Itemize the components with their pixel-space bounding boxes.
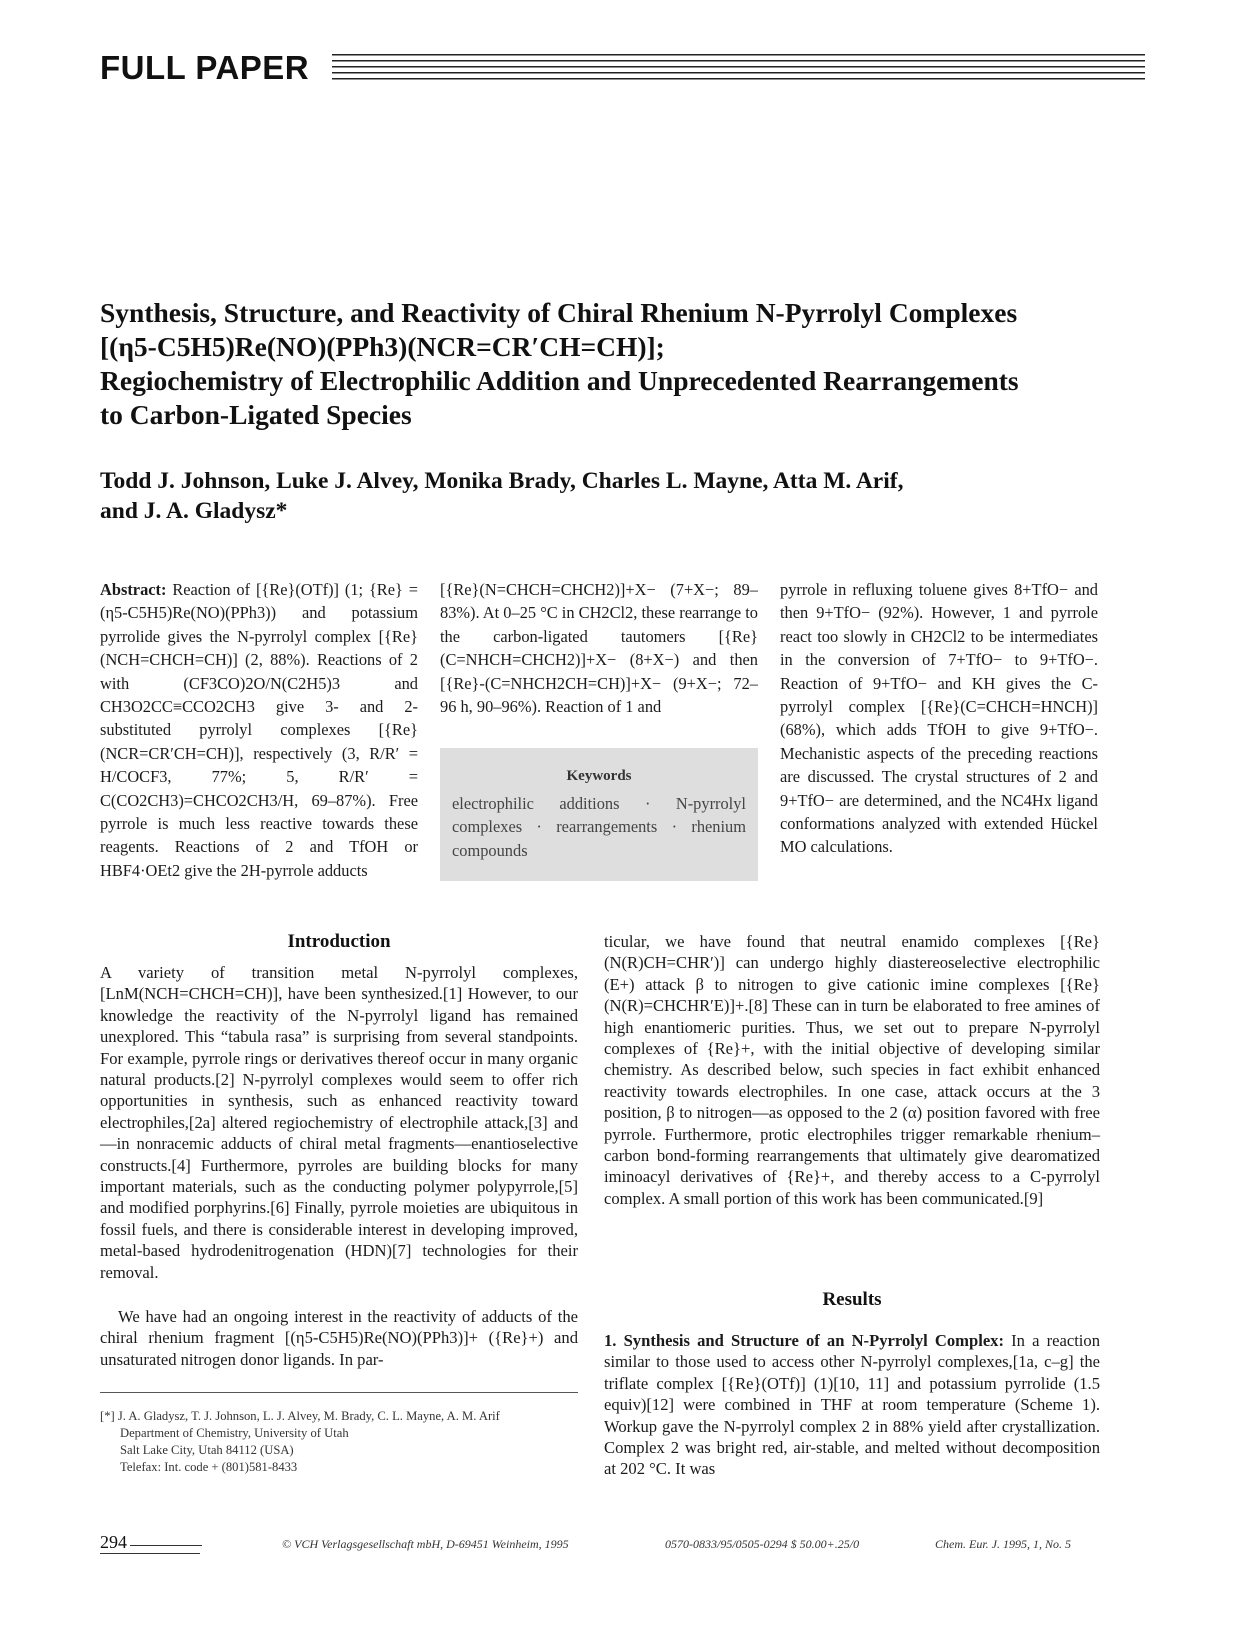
abstract-text-3: pyrrole in refluxing toluene gives 8+TfO− and then 9+TfO− (92%). However, 1 and pyrrole react too slowly in CH2Cl2 to be intermediates in the conversion of 7+TfO− to 9+TfO−. Reaction of 9+TfO− and KH gives the C-pyrrolyl complex [{Re}(C=CHCH=HNCH)] (68%), which adds TfOH to give 9+TfO−. Mechanistic aspects of the preceding reactions are discussed. The crystal structures of 2 and 9+TfO− are determined, and the NC4Hx ligand conformations analyzed with extended Hückel MO calculations. — [780, 580, 1098, 857]
header-rules — [332, 54, 1145, 84]
footnote-divider — [100, 1392, 578, 1393]
page-number-rule — [130, 1545, 202, 1546]
page-number-underline — [100, 1553, 200, 1554]
author-list — [100, 466, 1100, 526]
results-paragraph-1 — [604, 1330, 1100, 1480]
results-heading: Results — [822, 1289, 882, 1310]
section-label: FULL PAPER — [100, 49, 310, 86]
keywords-box — [440, 748, 758, 881]
title-line-1: Synthesis, Structure, and Reactivity of Chiral Rhenium N-Pyrrolyl Complexes — [100, 297, 1018, 328]
title-line-2: [(η5-C5H5)Re(NO)(PPh3)(NCR=CR′CH=CH)]; — [100, 331, 665, 362]
page-number: 294 — [100, 1532, 127, 1552]
results-text: In a reaction similar to those used to access other N-pyrrolyl complexes,[1a, c–g] the triflate complex [{Re}(OTf)] (1)[10, 11] and potassium pyrrolide (1.5 equiv)[12] were combined in THF at room temperature (Scheme 1). Workup gave the N-pyrrolyl complex 2 in 88% yield after crystallization. Complex 2 was bright red, air-stable, and melted without decomposition at 202 °C. It was — [604, 1331, 1101, 1479]
abstract-column-1 — [100, 578, 418, 882]
title-line-3: Regiochemistry of Electrophilic Addition and Unprecedented Rearrangements — [100, 365, 1019, 396]
footnote-line-3: Salt Lake City, Utah 84112 (USA) — [120, 1443, 294, 1457]
footnote-line-2: Department of Chemistry, University of Utah — [120, 1426, 349, 1440]
footer-journal-citation: Chem. Eur. J. 1995, 1, No. 5 — [935, 1537, 1071, 1551]
keywords-list: electrophilic additions · N-pyrrolyl complexes · rearrangements · rhenium compounds — [452, 794, 746, 860]
keywords-title: Keywords — [566, 768, 632, 784]
title-line-4: to Carbon-Ligated Species — [100, 399, 412, 430]
results-subheading: 1. Synthesis and Structure of an N-Pyrrolyl Complex: — [604, 1331, 1005, 1350]
introduction-heading: Introduction — [287, 931, 391, 952]
footnote-line-4: Telefax: Int. code + (801)581-8433 — [120, 1460, 298, 1474]
abstract-column-3 — [780, 578, 1098, 859]
paper-title — [100, 296, 1160, 432]
abstract-text-2: [{Re}(N=CHCH=CHCH2)]+X− (7+X−; 89–83%). At 0–25 °C in CH2Cl2, these rearrange to the carbon-ligated tautomers [{Re}(C=NHCH=CHCH2)]+X− (8+X−) and then [{Re}-(C=NHCH2CH=CH)]+X− (9+X−; 72–96 h, 90–96%). Reaction of 1 and — [440, 580, 758, 717]
abstract-column-2 — [440, 578, 758, 718]
authors-line-2: and J. A. Gladysz* — [100, 498, 288, 524]
introduction-paragraph-3: ticular, we have found that neutral enamido complexes [{Re}(N(R)CH=CHR′)] can undergo highly diastereoselective electrophilic (E+) attack β to nitrogen to give cationic imine complexes [{Re}(N(R)=CHCHR′E)]+.[8] These can in turn be elaborated to free amines of high enantiomeric purities. Thus, we set out to prepare N-pyrrolyl complexes of {Re}+, with the initial objective of developing similar chemistry. As described below, such species in fact exhibit enhanced reactivity towards electrophiles. In one case, attack occurs at the 3 position, β to nitrogen—as opposed to the 2 (α) position favored with free pyrrole. Furthermore, protic electrophiles trigger remarkable rhenium–carbon bond-forming rearrangements that ultimately give dearomatized iminoacyl derivatives of {Re}+, and thereby access to a C-pyrrolyl complex. A small portion of this work has been communicated.[9] — [604, 932, 1100, 1208]
introduction-paragraph-1: A variety of transition metal N-pyrrolyl complexes, [LnM(NCH=CHCH=CH)], have been synthesized.[1] However, to our knowledge the reactivity of the N-pyrrolyl ligand has remained unexplored. This “tabula rasa” is surprising from several standpoints. For example, pyrrole rings or derivatives thereof occur in many organic natural products.[2] N-pyrrolyl complexes would seem to offer rich opportunities in synthesis, such as enhanced reactivity toward electrophiles,[2a] altered regiochemistry of electrophile attack,[3] and—in nonracemic adducts of chiral metal fragments—enantioselective constructs.[4] Furthermore, pyrroles are building blocks for many important materials, such as the conducting polymer polypyrrole,[5] and modified porphyrins.[6] Finally, pyrrole moieties are ubiquitous in fossil fuels, and there is considerable interest in developing improved, metal-based hydrodenitrogenation (HDN)[7] technologies for their removal. — [100, 963, 578, 1282]
footnote-line-1: [*] J. A. Gladysz, T. J. Johnson, L. J. Alvey, M. Brady, C. L. Mayne, A. M. Arif — [100, 1409, 500, 1423]
footer-copyright: © VCH Verlagsgesellschaft mbH, D-69451 Weinheim, 1995 — [282, 1537, 569, 1551]
authors-line-1: Todd J. Johnson, Luke J. Alvey, Monika Brady, Charles L. Mayne, Atta M. Arif, — [100, 468, 904, 494]
introduction-paragraph-2: We have had an ongoing interest in the reactivity of adducts of the chiral rhenium fragment [(η5-C5H5)Re(NO)(PPh3)]+ ({Re}+) and unsaturated nitrogen donor ligands. In par- — [100, 1307, 578, 1369]
footer-article-code: 0570-0833/95/0505-0294 $ 50.00+.25/0 — [665, 1537, 860, 1551]
running-header — [100, 48, 1145, 88]
author-footnote — [100, 1408, 578, 1476]
abstract-label: Abstract: — [100, 580, 167, 599]
abstract-text-1: Reaction of [{Re}(OTf)] (1; {Re} = (η5-C5H5)Re(NO)(PPh3)) and potassium pyrrolide gives the N-pyrrolyl complex [{Re}(NCH=CHCH=CH)] (2, 88%). Reactions of 2 with (CF3CO)2O/N(C2H5)3 and CH3O2CC≡CCO2CH3 give 3- and 2-substituted pyrrolyl complexes [{Re}(NCR=CR′CH=CH)], respectively (3, R/R′ = H/COCF3, 77%; 5, R/R′ = C(CO2CH3)=CHCO2CH3/H, 69–87%). Free pyrrole is much less reactive towards these reagents. Reactions of 2 and TfOH or HBF4·OEt2 give the 2H-pyrrole adducts — [100, 580, 418, 880]
